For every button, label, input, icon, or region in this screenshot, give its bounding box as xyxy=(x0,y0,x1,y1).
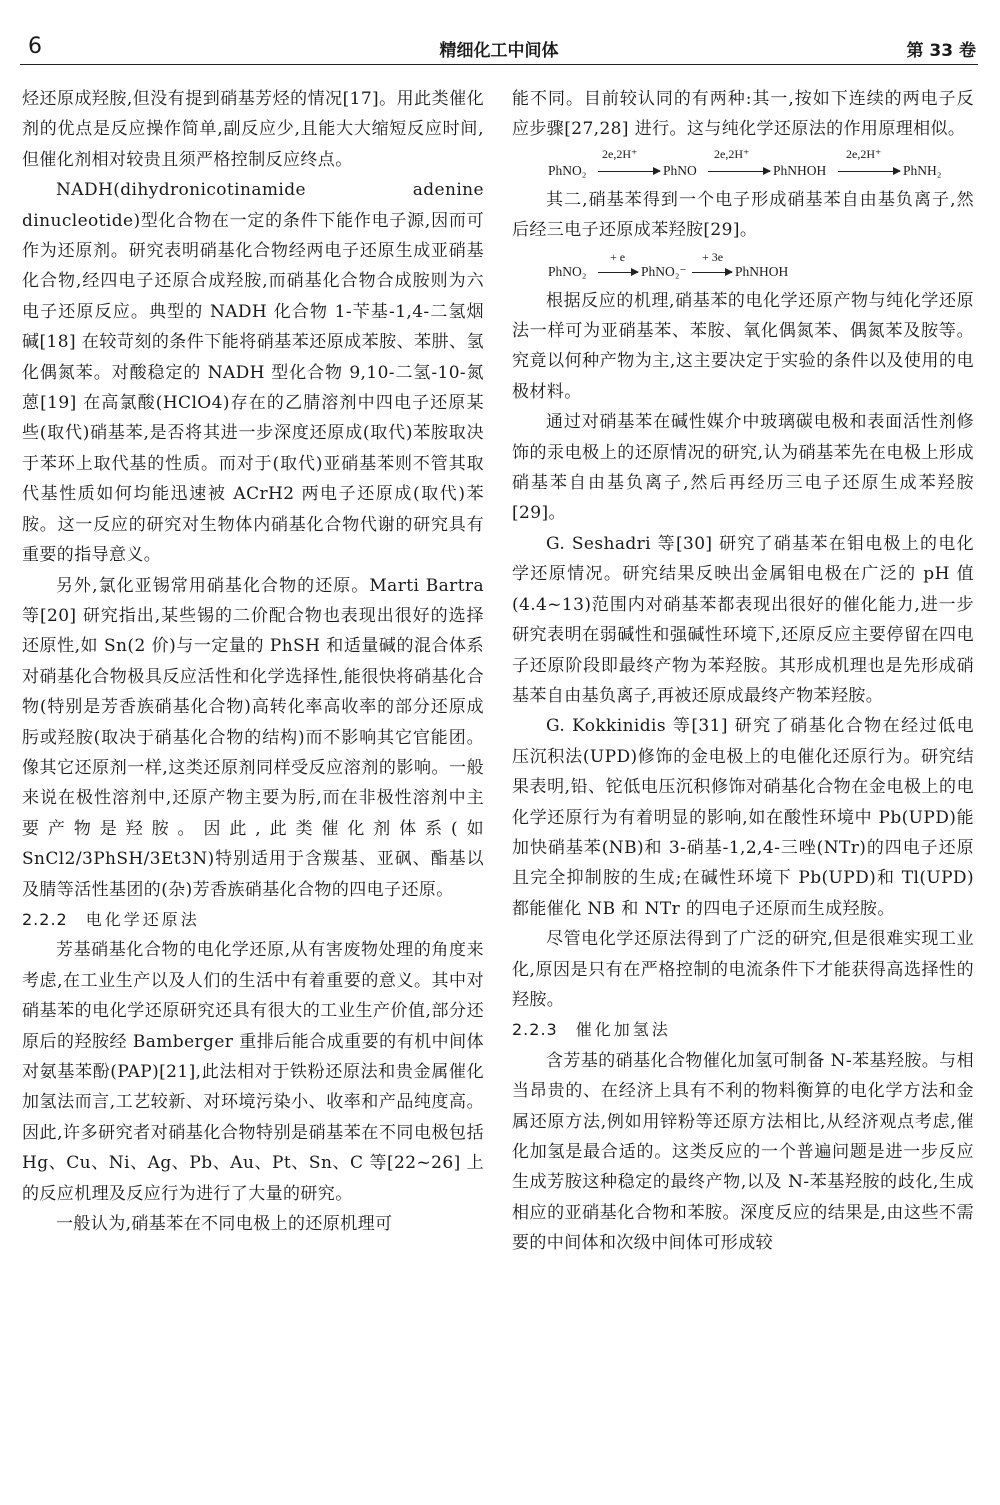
species: PhNHOH xyxy=(773,162,827,178)
species: PhNO xyxy=(663,162,697,178)
paragraph: 烃还原成羟胺,但没有提到硝基芳烃的情况[17]。用此类催化剂的优点是反应操作简单,副反应少,且能大大缩短反应时间,但催化剂相对较贵且须严格控制反应终点。 xyxy=(22,89,484,170)
species: PhNO₂⁻ xyxy=(641,263,687,279)
volume-label: 第 33 卷 xyxy=(906,41,976,61)
arrow-label: + e xyxy=(610,249,626,264)
journal-title: 精细化工中间体 xyxy=(439,41,559,61)
arrow-label: 2e,2H⁺ xyxy=(714,146,750,161)
species: PhNO₂ xyxy=(548,162,587,178)
arrow-label: + 3e xyxy=(702,249,724,264)
paragraph: 含芳基的硝基化合物催化加氢可制备 N-苯基羟胺。与相当昂贵的、在经济上具有不利的物料衡算的电化学方法和金属还原方法,例如用锌粉等还原方法相比,从经济观点考虑,催化加氢是最合适的。这类反应的一个普遍问题是进一步反应生成芳胺这种稳定的最终产物,以及 N-苯基羟胺的歧化,生成相应的亚硝基化合物和苯胺。深度反应的结果是,由这些不需要的中间体和次级中间体可形成较 xyxy=(512,1050,974,1254)
section-number: 2.2.3 xyxy=(512,1020,558,1040)
species: PhNH₂ xyxy=(903,162,942,178)
section-heading xyxy=(512,1015,974,1045)
page-number: 6 xyxy=(28,34,42,59)
paragraph: 能不同。目前较认同的有两种:其一,按如下连续的两电子反应步骤[27,28] 进行。这与纯化学还原法的作用原理相似。 xyxy=(512,89,974,140)
paragraph: NADH(dihydronicotinamide adenine dinucleotide)型化合物在一定的条件下能作电子源,因而可作为还原剂。研究表明硝基化合物经两电子还原生成亚硝基化合物,经四电子还原合成羟胺,而硝基化合物合成胺则为六电子还原反应。典型的 NADH 化合物 1-苄基-1,4-二氢烟碱[18] 在较苛刻的条件下能将硝基苯还原成苯胺、苯肼、氢化偶氮苯。对酸稳定的 NADH 型化合物 9,10-二氢-10-氮蒽[19] 在高氯酸(HClO4)存在的乙腈溶剂中四电子还原某些(取代)硝基苯,是否将其进一步深度还原成(取代)苯胺取决于苯环上取代基的性质。而对于(取代)亚硝基苯则不管其取代基性质如何均能迅速被 ACrH2 两电子还原成(取代)苯胺。这一反应的研究对生物体内硝基化合物代谢的研究具有重要的指导意义。 xyxy=(22,180,484,566)
reaction-arrow xyxy=(598,171,660,172)
section-title: 催化加氢法 xyxy=(575,1020,671,1040)
section-heading xyxy=(22,905,484,935)
section-number: 2.2.2 xyxy=(22,909,68,929)
paragraph: 通过对硝基苯在碱性媒介中玻璃碳电极和表面活性剂修饰的汞电极上的还原情况的研究,认为硝基苯先在电极上形成硝基苯自由基负离子,然后再经历三电子还原生成苯羟胺[29]。 xyxy=(512,412,974,524)
arrow-label: 2e,2H⁺ xyxy=(846,146,882,161)
section-title: 电化学还原法 xyxy=(85,909,200,929)
paragraph: 芳基硝基化合物的电化学还原,从有害废物处理的角度来考虑,在工业生产以及人们的生活中有着重要的意义。其中对硝基苯的电化学还原研究还具有很大的工业生产价值,部分还原后的羟胺经 Bamberger 重排后能合成重要的有机中间体对氨基苯酚(PAP)[21],此法相对于铁粉还原法和贵金属催化加氢法而言,工艺较新、对环境污染小、收率和产品纯度高。因此,许多研究者对硝基化合物特别是硝基苯在不同电极包括 Hg、Cu、Ni、Ag、Pb、Au、Pt、Sn、C 等[22~26] 上的反应机理及反应行为进行了大量的研究。 xyxy=(22,940,484,1204)
reaction-arrow xyxy=(598,272,638,273)
page-header xyxy=(20,28,978,65)
paragraph: 另外,氯化亚锡常用硝基化合物的还原。Marti Bartra 等[20] 研究指出,某些锡的二价配合物也表现出很好的选择还原性,如 Sn(2 价)与一定量的 PhSH 和适量碱的混合体系对硝基化合物极具反应活性和化学选择性,能很快将硝基化合物(特别是芳香族硝基化合物)高转化率高收率的部分还原成肟或羟胺(取决于硝基化合物的结构)而不影响其它官能团。像其它还原剂一样,这类还原剂同样受反应溶剂的影响。一般来说在极性溶剂中,还原产物主要为肟,而在非极性溶剂中主要产物是羟胺。因此,此类催化剂体系(如 SnCl2/3PhSH/3Et3N)特别适用于含羰基、亚砜、酯基以及腈等活性基团的(杂)芳香族硝基化合物的四电子还原。 xyxy=(22,575,484,900)
reaction-scheme-2 xyxy=(512,246,974,286)
paragraph: 其二,硝基苯得到一个电子形成硝基苯自由基负离子,然后经三电子还原成苯羟胺[29]。 xyxy=(512,189,974,241)
paragraph: G. Seshadri 等[30] 研究了硝基苯在钼电极上的电化学还原情况。研究结果反映出金属钼电极在广泛的 pH 值(4.4~13)范围内对硝基苯都表现出很好的催化能力,进一步研究表明在弱碱性和强碱性环境下,还原反应主要停留在四电子还原阶段即最终产物为苯羟胺。其形成机理也是先形成硝基苯自由基负离子,再被还原成最终产物苯羟胺。 xyxy=(512,533,974,706)
reaction-arrow xyxy=(692,272,732,273)
left-column xyxy=(22,84,484,1239)
arrow-label: 2e,2H⁺ xyxy=(602,146,638,161)
paragraph: 一般认为,硝基苯在不同电极上的还原机理可 xyxy=(56,1214,393,1235)
reaction-scheme-1 xyxy=(512,145,974,185)
paragraph: 尽管电化学还原法得到了广泛的研究,但是很难实现工业化,原因是只有在严格控制的电流条件下才能获得高选择性的羟胺。 xyxy=(512,929,974,1010)
reaction-arrow xyxy=(838,171,900,172)
right-column xyxy=(512,84,974,1259)
paragraph: 根据反应的机理,硝基苯的电化学还原产物与纯化学还原法一样可为亚硝基苯、苯胺、氧化偶氮苯、偶氮苯及胺等。究竟以何种产物为主,这主要决定于实验的条件以及使用的电极材料。 xyxy=(512,290,974,402)
reaction-arrow xyxy=(708,171,770,172)
paragraph: G. Kokkinidis 等[31] 研究了硝基化合物在经过低电压沉积法(UPD)修饰的金电极上的电催化还原行为。研究结果表明,铅、铊低电压沉积修饰对硝基化合物在金电极上的电化学还原行为有着明显的影响,如在酸性环境中 Pb(UPD)能加快硝基苯(NB)和 3-硝基-1,2,4-三唑(NTr)的四电子还原且完全抑制胺的生成;在碱性环境下 Pb(UPD)和 Tl(UPD)都能催化 NB 和 NTr 的四电子还原而生成羟胺。 xyxy=(512,716,974,919)
species: PhNHOH xyxy=(735,263,789,279)
species: PhNO₂ xyxy=(548,263,587,279)
